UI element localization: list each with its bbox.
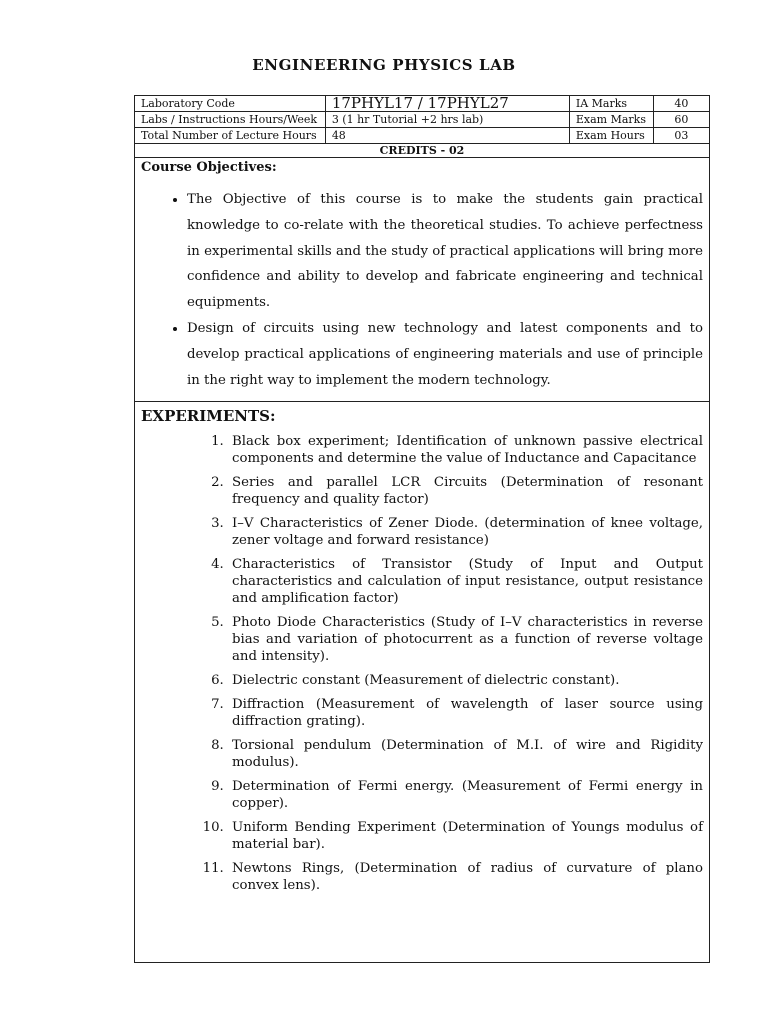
objective-item: • Design of circuits using new technology and latest components and to develop practical applications of engineering materials and use of principle in the right way to implement the modern technology. [187,316,703,393]
info-row [135,128,709,144]
experiments-heading: EXPERIMENTS: [141,407,276,426]
info-row [135,112,709,128]
experiment-item: 5. Photo Diode Characteristics (Study of I–V characteristics in reverse bias and variation of photocurrent as a function of reverse voltage and intensity). [228,614,703,665]
experiment-item: 2. Series and parallel LCR Circuits (Determination of resonant frequency and quality factor) [228,474,703,508]
exam-hours-value: 03 [653,128,709,144]
lab-code-label: Laboratory Code [135,96,325,112]
exam-marks-value: 60 [653,112,709,128]
lab-code-value: 17PHYL17 / 17PHYL27 [325,96,569,112]
info-row [135,96,709,112]
experiment-item: 4. Characteristics of Transistor (Study of Input and Output characteristics and calculation of input resistance, output resistance and amplification factor) [228,556,703,607]
syllabus-box [134,95,710,963]
objectives-list [135,187,703,393]
experiment-item: 1. Black box experiment; Identification of unknown passive electrical components and determine the value of Inductance and Capacitance [228,433,703,467]
exam-hours-label: Exam Hours [569,128,653,144]
experiment-item: 11. Newtons Rings, (Determination of radius of curvature of plano convex lens). [228,860,703,894]
experiments-section [135,401,709,894]
experiment-item: 3. I–V Characteristics of Zener Diode. (determination of knee voltage, zener voltage and forward resistance) [228,515,703,549]
experiment-item: 7. Diffraction (Measurement of wavelength of laser source using diffraction grating). [228,696,703,730]
labs-hours-value: 3 (1 hr Tutorial +2 hrs lab) [325,112,569,128]
objective-item: • The Objective of this course is to make the students gain practical knowledge to co-relate with the theoretical studies. To achieve perfectness in experimental skills and the study of practical applications will bring more confidence and ability to develop and fabricate engineering and technical equipments. [187,187,703,316]
experiment-item: 6. Dielectric constant (Measurement of dielectric constant). [228,672,703,689]
experiment-item: 10. Uniform Bending Experiment (Determination of Youngs modulus of material bar). [228,819,703,853]
lecture-hours-label: Total Number of Lecture Hours [135,128,325,144]
experiments-list [135,433,703,894]
experiment-item: 8. Torsional pendulum (Determination of M.I. of wire and Rigidity modulus). [228,737,703,771]
credits-row [135,144,709,158]
exam-marks-label: Exam Marks [569,112,653,128]
info-table [135,96,709,158]
lecture-hours-value: 48 [325,128,569,144]
course-objectives-section [135,160,709,393]
labs-hours-label: Labs / Instructions Hours/Week [135,112,325,128]
objectives-heading: Course Objectives: [141,160,277,175]
experiment-item: 9. Determination of Fermi energy. (Measurement of Fermi energy in copper). [228,778,703,812]
credits-label: CREDITS - 02 [135,144,709,158]
page-title: ENGINEERING PHYSICS LAB [252,56,516,74]
ia-marks-value: 40 [653,96,709,112]
ia-marks-label: IA Marks [569,96,653,112]
